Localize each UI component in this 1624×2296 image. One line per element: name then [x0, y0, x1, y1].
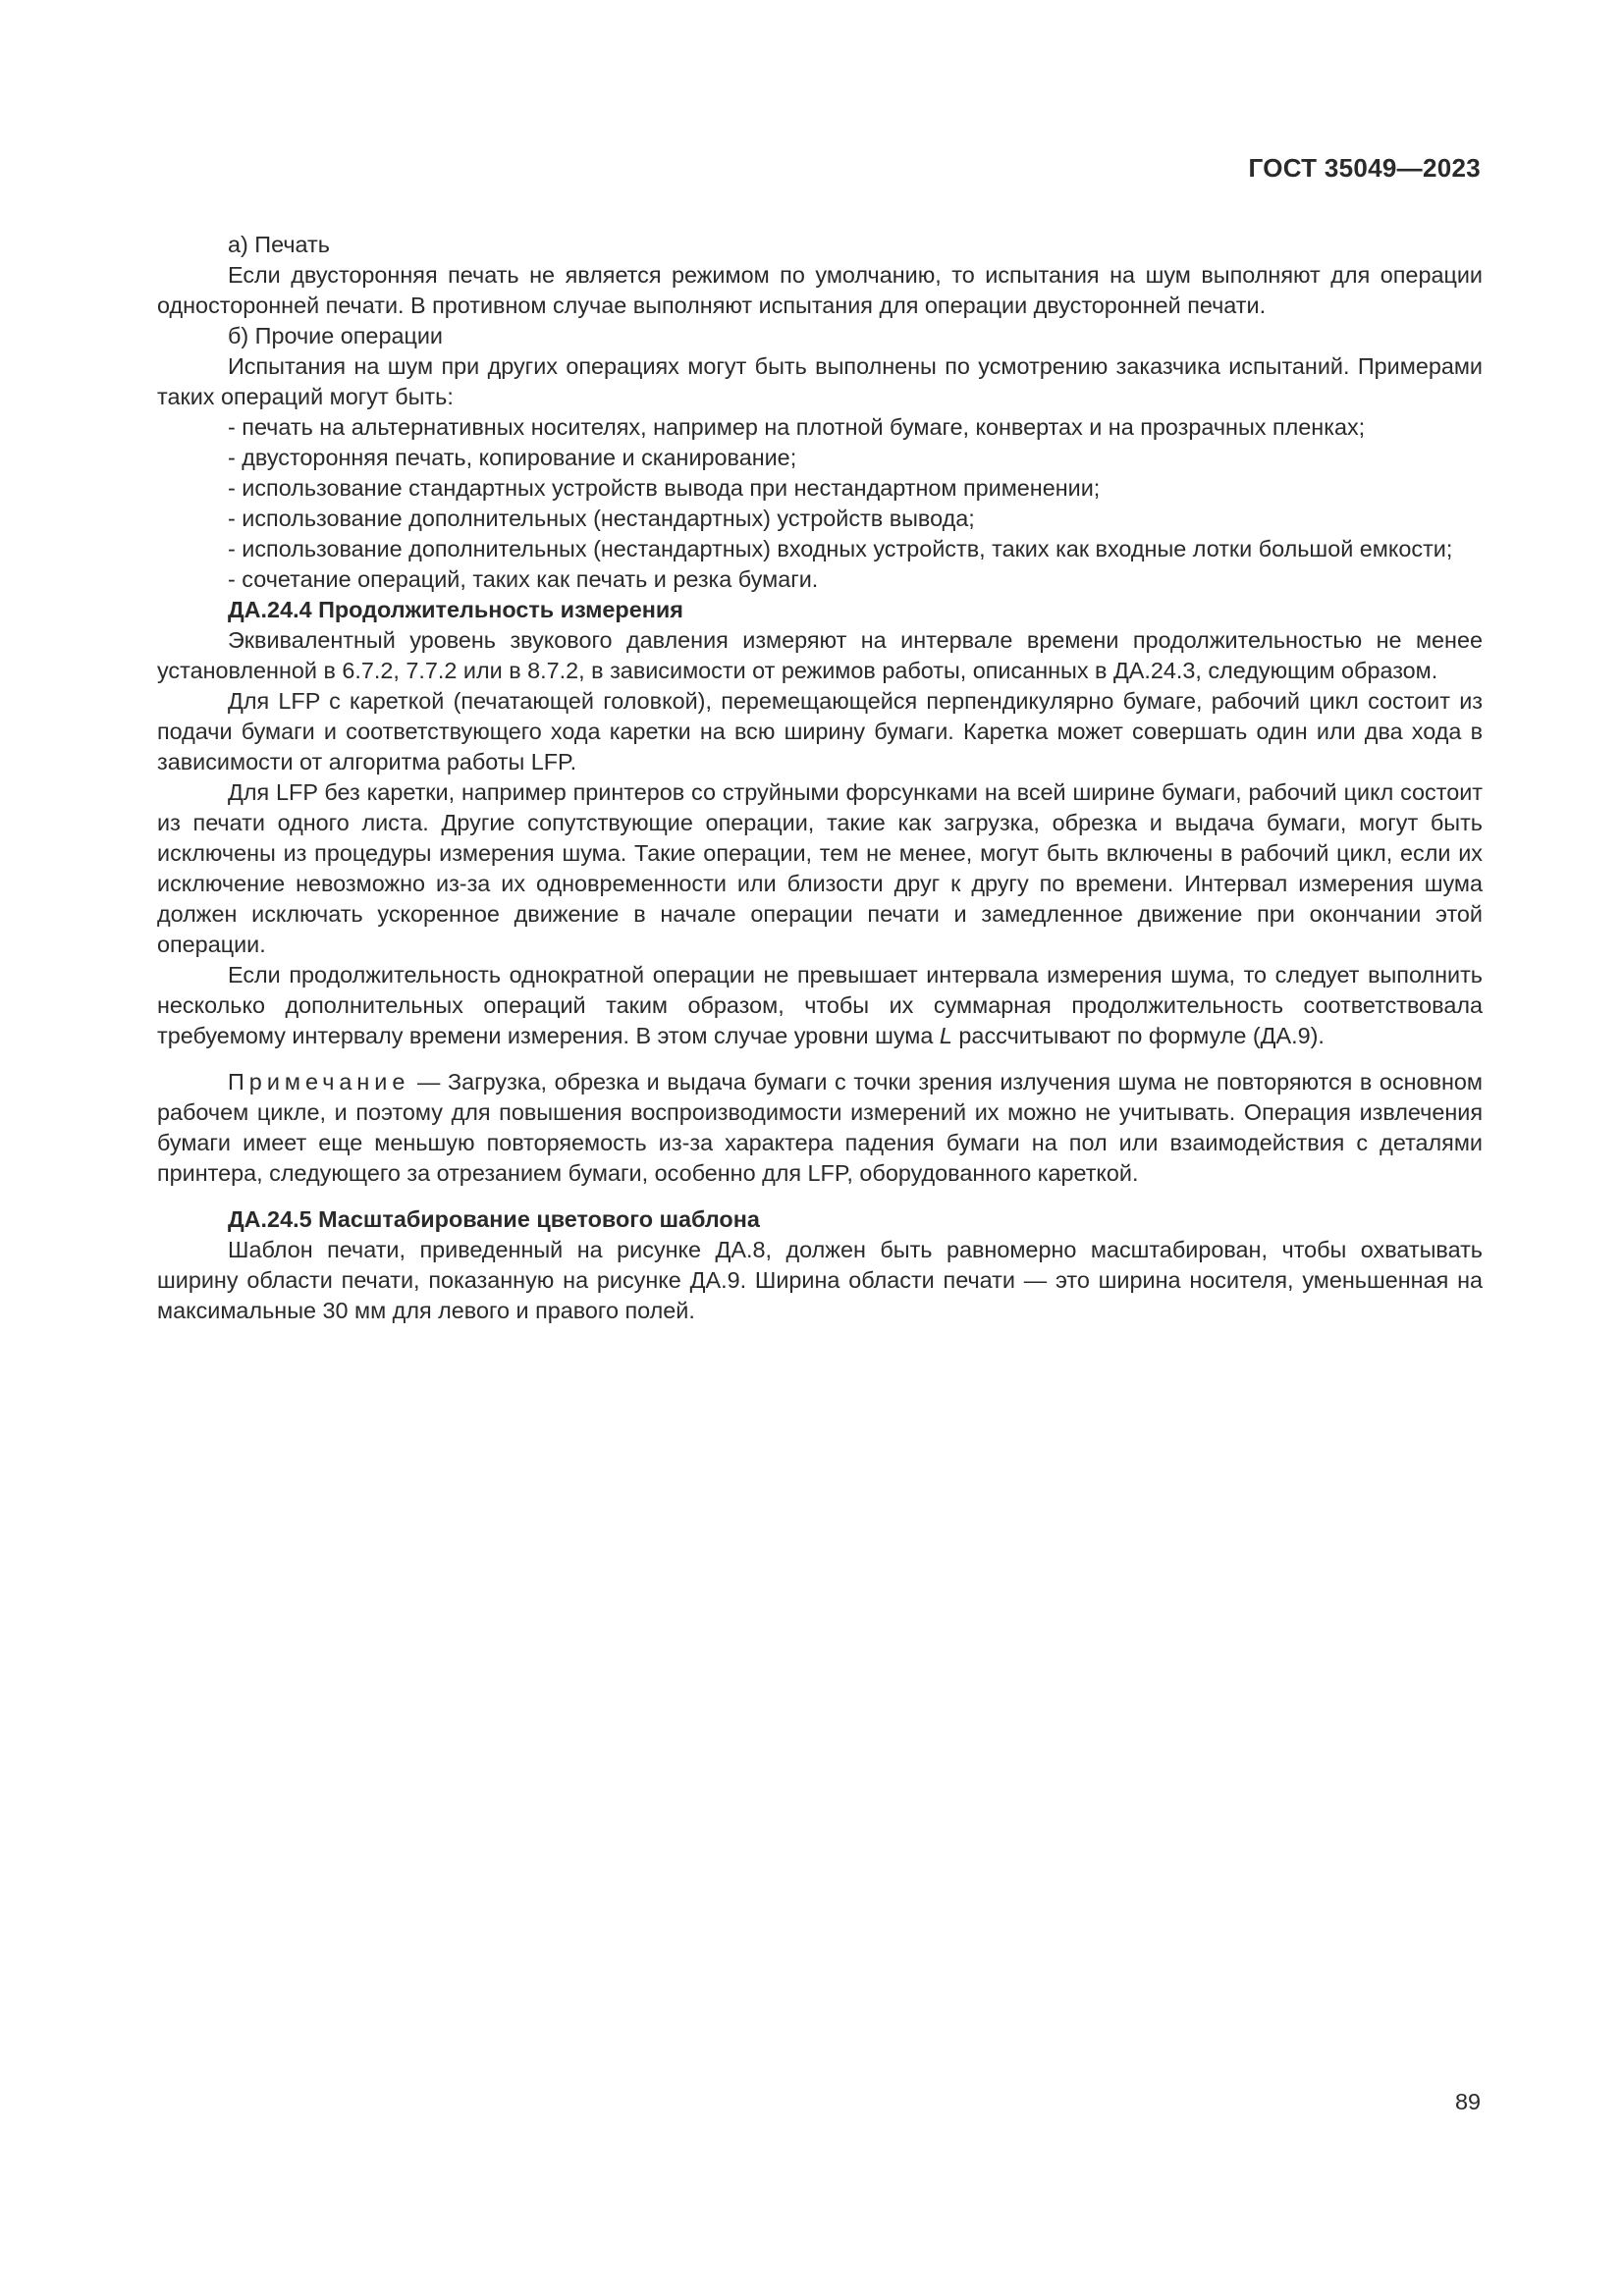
- paragraph-text: Если продолжительность однократной операции не превышает интервала измерения шума, то следует выполнить несколько дополнительных операций таким образом, чтобы их суммарная продолжительность соответствовала требуемому интервалу времени измерения. В этом случае уровни шума: [157, 962, 1483, 1048]
- variable-l: L: [939, 1023, 952, 1048]
- section-heading-da-24-5: ДА.24.5 Масштабирование цветового шаблона: [228, 1206, 760, 1232]
- note-label: Примечание: [228, 1069, 410, 1095]
- list-item: - двусторонняя печать, копирование и сканирование;: [228, 445, 797, 470]
- item-a-text: Если двусторонняя печать не является режимом по умолчанию, то испытания на шум выполняют для операции односторонней печати. В противном случае выполняют испытания для операции двусторонней печати.: [157, 262, 1483, 318]
- list-item: - использование дополнительных (нестандартных) устройств вывода;: [228, 506, 975, 531]
- page-number: 89: [1454, 2089, 1481, 2114]
- section-paragraph: Для LFP без каретки, например принтеров со струйными форсунками на всей ширине бумаги, рабочий цикл состоит из печати одного листа. Другие сопутствующие операции, такие как загрузка, обрезка и выдача бумаги, могут быть исключены из процедуры измерения шума. Такие операции, тем не менее, могут быть включены в рабочий цикл, если их исключение невозможно из-за их одновременности или близости друг к другу по времени. Интервал измерения шума должен исключать ускоренное движение в начале операции печати и замедленное движение при окончании этой операции.: [157, 779, 1483, 957]
- list-item: - использование дополнительных (нестандартных) входных устройств, таких как входные лотки большой емкости;: [228, 536, 1453, 561]
- list-item: - сочетание операций, таких как печать и резка бумаги.: [228, 566, 819, 592]
- paragraph-text: рассчитывают по формуле (ДА.9).: [951, 1023, 1325, 1048]
- section-paragraph: Шаблон печати, приведенный на рисунке ДА.8, должен быть равномерно масштабирован, чтобы охватывать ширину области печати, показанную на рисунке ДА.9. Ширина области печати — это ширина носителя, уменьшенная на максимальные 30 мм для левого и правого полей.: [157, 1237, 1483, 1323]
- section-paragraph: Для LFP с кареткой (печатающей головкой), перемещающейся перпендикулярно бумаге, рабочий цикл состоит из подачи бумаги и соответствующего хода каретки на всю ширину бумаги. Каретка может совершать один или два хода в зависимости от алгоритма работы LFP.: [157, 688, 1483, 774]
- section-paragraph: Эквивалентный уровень звукового давления измеряют на интервале времени продолжительностью не менее установленной в 6.7.2, 7.7.2 или в 8.7.2, в зависимости от режимов работы, описанных в ДА.24.3, следующим образом.: [157, 627, 1483, 683]
- document-id: ГОСТ 35049—2023: [1248, 153, 1481, 183]
- section-paragraph-formula: [157, 960, 1483, 1051]
- item-a-title: а) Печать: [228, 232, 330, 257]
- item-b-title: б) Прочие операции: [228, 323, 443, 348]
- list-item: - печать на альтернативных носителях, например на плотной бумаге, конвертах и на прозрачных пленках;: [228, 414, 1366, 440]
- note-text: — Загрузка, обрезка и выдача бумаги с точки зрения излучения шума не повторяются в основном рабочем цикле, и поэтому для повышения воспроизводимости измерений их можно не учитывать. Операция извлечения бумаги имеет еще меньшую повторяемость из-за характера падения бумаги на пол или взаимодействия с деталями принтера, следующего за отрезанием бумаги, особенно для LFP, оборудованного кареткой.: [157, 1069, 1483, 1186]
- item-b-text: Испытания на шум при других операциях могут быть выполнены по усмотрению заказчика испытаний. Примерами таких операций могут быть:: [157, 353, 1483, 409]
- document-body: [157, 230, 1483, 1326]
- list-item: - использование стандартных устройств вывода при нестандартном применении;: [228, 475, 1101, 501]
- note: [157, 1067, 1483, 1189]
- section-heading-da-24-4: ДА.24.4 Продолжительность измерения: [228, 597, 683, 622]
